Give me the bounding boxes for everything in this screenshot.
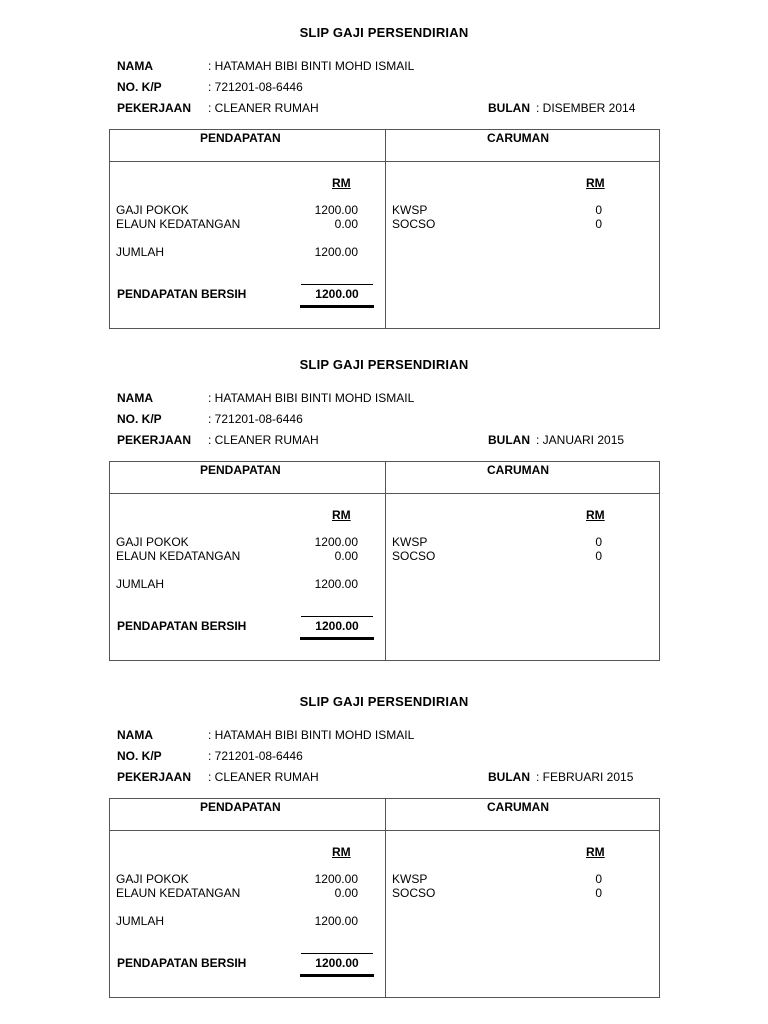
nama-value: : HATAMAH BIBI BINTI MOHD ISMAIL: [208, 59, 415, 73]
rm-heading-income: RM: [332, 845, 351, 859]
socso-label: SOCSO: [392, 217, 436, 231]
net-pay-top-rule: [301, 616, 373, 617]
net-pay-label: PENDAPATAN BERSIH: [117, 619, 247, 633]
pendapatan-header: PENDAPATAN: [200, 800, 281, 814]
kwsp-label: KWSP: [392, 872, 428, 886]
pekerjaan-value: : CLEANER RUMAH: [208, 101, 319, 115]
nama-value: : HATAMAH BIBI BINTI MOHD ISMAIL: [208, 728, 415, 742]
slip-title: SLIP GAJI PERSENDIRIAN: [299, 25, 469, 40]
net-pay-double-rule: [300, 974, 374, 977]
payslip-january-2015: [0, 332, 768, 662]
pekerjaan-label: PEKERJAAN: [117, 433, 192, 447]
elaun-label: ELAUN KEDATANGAN: [116, 217, 241, 231]
gaji-pokok-value: 1200.00: [314, 203, 358, 217]
jumlah-label: JUMLAH: [116, 914, 165, 928]
elaun-value: 0.00: [334, 549, 358, 563]
elaun-label: ELAUN KEDATANGAN: [116, 886, 241, 900]
salary-table: [109, 798, 660, 998]
rm-heading-income: RM: [332, 508, 351, 522]
jumlah-value: 1200.00: [314, 577, 358, 591]
gaji-pokok-label: GAJI POKOK: [116, 872, 189, 886]
rm-heading-contribution: RM: [586, 508, 605, 522]
jumlah-label: JUMLAH: [116, 245, 165, 259]
net-pay-value: 1200.00: [315, 619, 359, 633]
kwsp-label: KWSP: [392, 535, 428, 549]
pekerjaan-label: PEKERJAAN: [117, 770, 192, 784]
pendapatan-header: PENDAPATAN: [200, 463, 281, 477]
kwsp-value: 0: [595, 535, 602, 549]
gaji-pokok-value: 1200.00: [314, 872, 358, 886]
kp-label: NO. K/P: [117, 80, 162, 94]
kwsp-label: KWSP: [392, 203, 428, 217]
kp-value: : 721201-08-6446: [208, 80, 303, 94]
net-pay-top-rule: [301, 284, 373, 285]
pekerjaan-label: PEKERJAAN: [117, 101, 192, 115]
payslip-december-2014: [0, 0, 768, 330]
elaun-label: ELAUN KEDATANGAN: [116, 549, 241, 563]
kp-label: NO. K/P: [117, 749, 162, 763]
rm-heading-contribution: RM: [586, 845, 605, 859]
slip-title: SLIP GAJI PERSENDIRIAN: [299, 357, 469, 372]
rm-heading-income: RM: [332, 176, 351, 190]
socso-value: 0: [595, 217, 602, 231]
bulan-label: BULAN: [488, 101, 530, 115]
slip-title: SLIP GAJI PERSENDIRIAN: [299, 694, 469, 709]
pendapatan-header: PENDAPATAN: [200, 131, 281, 145]
caruman-header: CARUMAN: [487, 131, 549, 145]
kp-label: NO. K/P: [117, 412, 162, 426]
gaji-pokok-value: 1200.00: [314, 535, 358, 549]
net-pay-double-rule: [300, 305, 374, 308]
jumlah-label: JUMLAH: [116, 577, 165, 591]
elaun-value: 0.00: [334, 217, 358, 231]
salary-table: [109, 461, 660, 661]
net-pay-label: PENDAPATAN BERSIH: [117, 287, 247, 301]
caruman-header: CARUMAN: [487, 463, 549, 477]
column-divider: [385, 799, 386, 997]
kwsp-value: 0: [595, 203, 602, 217]
column-divider: [385, 130, 386, 328]
payslip-february-2015: [0, 669, 768, 999]
jumlah-value: 1200.00: [314, 914, 358, 928]
net-pay-label: PENDAPATAN BERSIH: [117, 956, 247, 970]
bulan-label: BULAN: [488, 433, 530, 447]
net-pay-double-rule: [300, 637, 374, 640]
kp-value: : 721201-08-6446: [208, 412, 303, 426]
salary-table: [109, 129, 660, 329]
socso-label: SOCSO: [392, 886, 436, 900]
nama-value: : HATAMAH BIBI BINTI MOHD ISMAIL: [208, 391, 415, 405]
jumlah-value: 1200.00: [314, 245, 358, 259]
net-pay-value: 1200.00: [315, 956, 359, 970]
net-pay-value: 1200.00: [315, 287, 359, 301]
kp-value: : 721201-08-6446: [208, 749, 303, 763]
nama-label: NAMA: [117, 59, 153, 73]
bulan-value: : FEBRUARI 2015: [536, 770, 634, 784]
gaji-pokok-label: GAJI POKOK: [116, 535, 189, 549]
pekerjaan-value: : CLEANER RUMAH: [208, 770, 319, 784]
rm-heading-contribution: RM: [586, 176, 605, 190]
net-pay-top-rule: [301, 953, 373, 954]
bulan-value: : JANUARI 2015: [536, 433, 625, 447]
socso-value: 0: [595, 549, 602, 563]
socso-value: 0: [595, 886, 602, 900]
column-divider: [385, 462, 386, 660]
kwsp-value: 0: [595, 872, 602, 886]
bulan-label: BULAN: [488, 770, 530, 784]
pekerjaan-value: : CLEANER RUMAH: [208, 433, 319, 447]
bulan-value: : DISEMBER 2014: [536, 101, 636, 115]
gaji-pokok-label: GAJI POKOK: [116, 203, 189, 217]
elaun-value: 0.00: [334, 886, 358, 900]
nama-label: NAMA: [117, 391, 153, 405]
socso-label: SOCSO: [392, 549, 436, 563]
caruman-header: CARUMAN: [487, 800, 549, 814]
nama-label: NAMA: [117, 728, 153, 742]
